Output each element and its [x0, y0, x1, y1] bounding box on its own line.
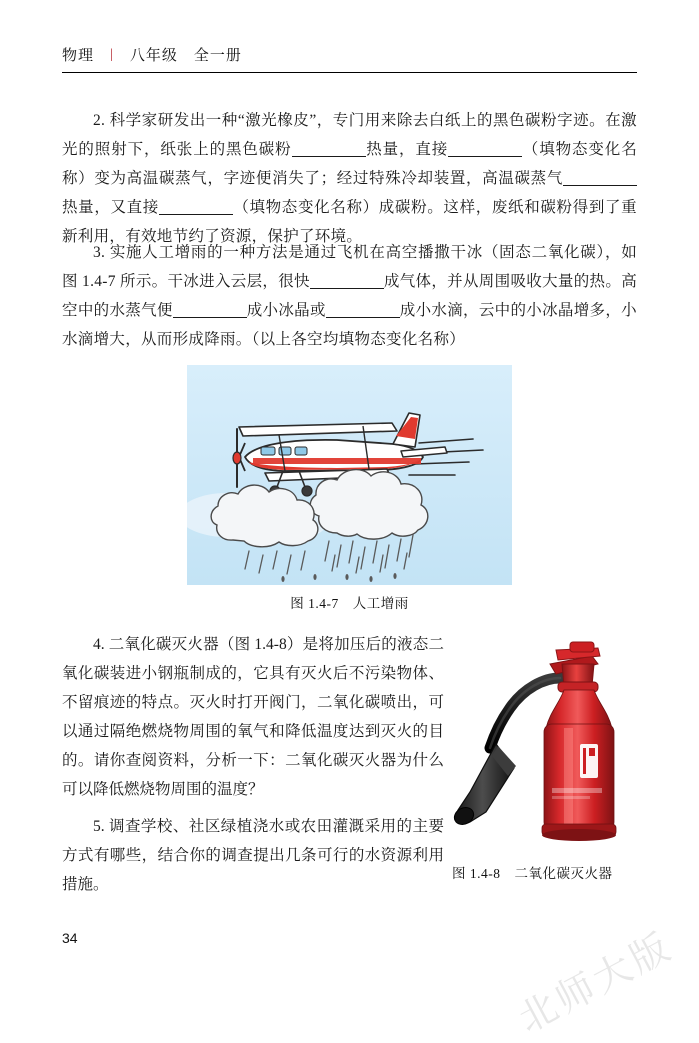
- header-subject: 物理: [62, 48, 95, 64]
- figure-1-4-7-image: [187, 365, 512, 585]
- figure-1-4-7-caption: [187, 592, 512, 612]
- fill-blank[interactable]: [310, 271, 384, 289]
- exercise-3-seg-b: 成气体，并从周围吸收大量的热。高空中的水蒸气便: [62, 273, 637, 319]
- figure-1-4-8-caption: [452, 862, 647, 882]
- exercise-item-5: 5. 调查学校、社区绿植浇水或农田灌溉采用的主要方式有哪些，结合你的调查提出几条可行的水资源利用措施。: [62, 818, 444, 893]
- exercise-3-seg-a: 3. 实施人工增雨的一种方法是通过飞机在高空播撒干冰（固态二氧化碳），如图 1.4-7 所示。干冰进入云层，很快: [62, 244, 637, 290]
- figure-1-4-8-title: 二氧化碳灭火器: [514, 866, 613, 881]
- figure-1-4-7-number: 图 1.4-7: [290, 596, 339, 611]
- exercise-3-seg-c: 成小冰晶或: [246, 302, 326, 319]
- exercise-2-seg-d: 热量，又直接: [62, 199, 159, 216]
- exercise-item-4: 4. 二氧化碳灭火器（图 1.4-8）是将加压后的液态二氧化碳装进小钢瓶制成的，它具有灭火后不污染物体、不留痕迹的特点。灭火时打开阀门，二氧化碳喷出，可以通过隔绝燃烧物周围的氧气和降低温度达到灭火的目的。请你查阅资料，分析一下：二氧化碳灭火器为什么可以降低燃烧物周围的温度？: [62, 636, 444, 798]
- fill-blank[interactable]: [563, 168, 637, 186]
- exercise-2-text: [62, 106, 637, 251]
- fill-blank[interactable]: [326, 300, 400, 318]
- figure-1-4-8-number: 图 1.4-8: [452, 866, 501, 881]
- fill-blank[interactable]: [292, 139, 366, 157]
- header-grade: 八年级 全一册: [129, 48, 242, 64]
- page-number: 34: [62, 930, 78, 946]
- exercise-3-seg-d: 成小水滴，云中的小冰晶增多，小水滴增大，从而形成降雨。（以上各空均填物态变化名称）: [62, 302, 637, 348]
- header-divider: [62, 72, 637, 73]
- exercise-item-3: [62, 238, 637, 356]
- exercise-2-seg-e: （填物态变化名称）成碳粉。这样，废纸和碳粉得到了重新利用，有效地节约了资源，保护了环境。: [62, 199, 637, 245]
- figure-1-4-8-image: [452, 632, 642, 847]
- page-header: [62, 44, 637, 65]
- exercise-item-2: [62, 106, 637, 253]
- exercise-2-seg-c: （填物态变化名称）变为高温碳蒸气，字迹便消失了；经过特殊冷却装置，高温碳蒸气: [62, 141, 637, 187]
- exercise-3-text: [62, 238, 637, 354]
- exercise-2-seg-a: 2. 科学家研发出一种“激光橡皮”，专门用来除去白纸上的黑色碳粉字迹。在激光的照射下，纸张上的黑色碳粉: [62, 112, 637, 158]
- fill-blank[interactable]: [173, 300, 247, 318]
- exercise-2-seg-b: 热量，直接: [365, 141, 449, 158]
- fill-blank[interactable]: [448, 139, 522, 157]
- figure-1-4-7-title: 人工增雨: [352, 596, 409, 611]
- header-separator: |: [110, 46, 114, 62]
- fill-blank[interactable]: [159, 197, 233, 215]
- watermark: 北师大版: [511, 925, 681, 1042]
